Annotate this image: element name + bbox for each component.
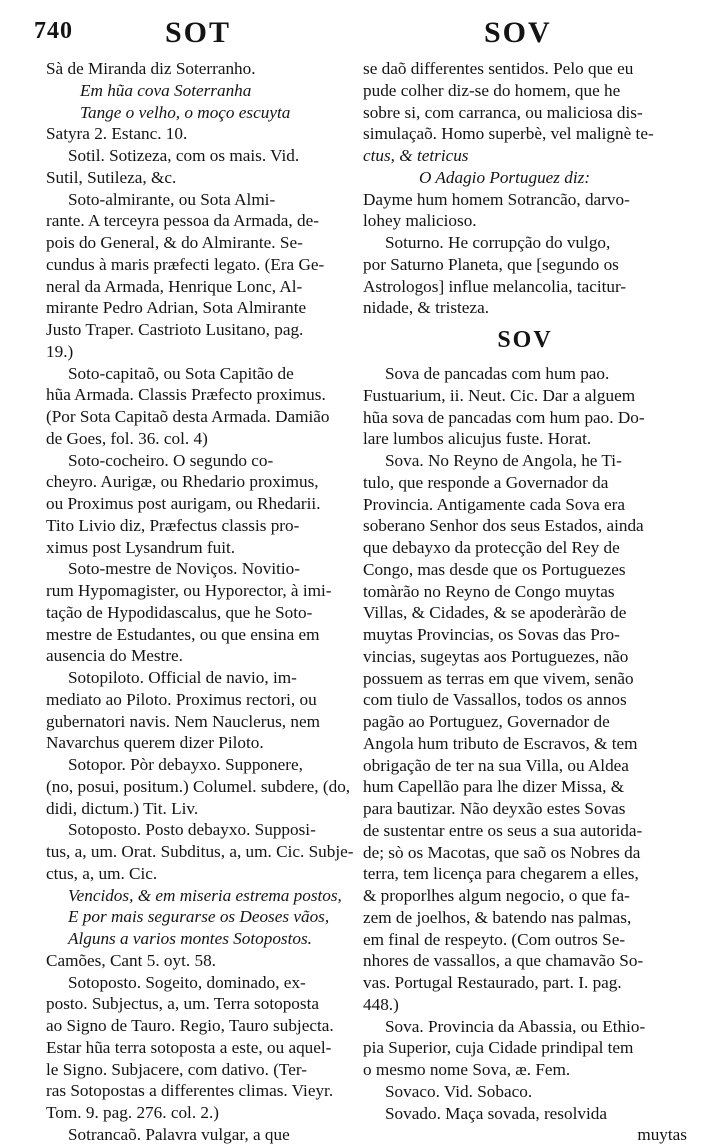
text-line: Angola hum tributo de Escravos, & tem (363, 733, 638, 753)
left-running-head: SOT (165, 16, 232, 49)
text-line: simulaçaõ. Homo superbè, vel malignè te- (363, 124, 654, 144)
entry-line: Soto-cocheiro. O segundo co- (68, 450, 274, 470)
entry-line: Soto-capitaõ, ou Sota Capitão de (68, 363, 294, 383)
verse-line: E por mais segurarse os Deoses vãos, (68, 907, 330, 927)
text-line: nidade, & tristeza. (363, 298, 489, 318)
text-line: ao Signo de Tauro. Regio, Tauro subjecta. (46, 1016, 334, 1035)
text-line: mediato ao Piloto. Proximus rectori, ou (46, 689, 317, 709)
page-number: 740 (34, 18, 73, 44)
text-line: ctus, a, um. Cic. (46, 863, 158, 883)
text-line: ausencia do Mestre. (46, 646, 183, 666)
text-line: posto. Subjectus, a, um. Terra sotoposta (46, 994, 319, 1014)
entry-line: Sotrancaõ. Palavra vulgar, a que (68, 1124, 290, 1144)
text-line: hum Capellão para lhe dizer Missa, & (363, 777, 625, 797)
entry-line: Sotopiloto. Official de navio, im- (68, 668, 297, 687)
entry-line: Sotoposto. Sogeito, dominado, ex- (68, 972, 306, 992)
text-line: o mesmo nome Sova, æ. Fem. (363, 1060, 571, 1079)
entry-line: Sotopor. Pòr debayxo. Supponere, (68, 755, 303, 774)
text-line: ras Sotopostas a differentes climas. Vieyr. (46, 1081, 334, 1101)
text-line: lohey malicioso. (363, 211, 477, 231)
text-line: Navarchus querem dizer Piloto. (46, 733, 264, 753)
text-line: Camões, Cant 5. oyt. 58. (46, 950, 216, 970)
section-heading: SOV (497, 327, 553, 353)
text-line: (no, posui, positum.) Columel. subdere, (do, (46, 776, 351, 796)
verse-line: Tange o velho, o moço escuyta (80, 102, 291, 122)
text-line: Villas, & Cidades, & se apoderàrão de (363, 603, 627, 623)
entry-line: Soturno. He corrupção do vulgo, (385, 233, 611, 252)
text-line: vincias, sugeytas aos Portuguezes, não (363, 646, 629, 666)
text-line: 448.) (363, 994, 399, 1014)
text-line: tação de Hypodidascalus, que he Soto- (46, 602, 313, 622)
text-line: pia Superior, cuja Cidade prindipal tem (363, 1038, 634, 1058)
text-line: soberano Senhor dos seus Estados, ainda (363, 516, 644, 536)
text-line: muytas Provincias, os Sovas das Pro- (363, 625, 620, 644)
text-line: com tiulo de Vassallos, todos os annos (363, 690, 627, 710)
text-line: tomàrão no Reyno de Congo muytas (363, 581, 615, 601)
text-line: cheyro. Aurigæ, ou Rhedario proximus, (46, 472, 319, 492)
entry-line: Sovaco. Vid. Sobaco. (385, 1081, 533, 1101)
text-line: Sà de Miranda diz Soterranho. (46, 59, 256, 78)
text-line: ctus, & tetricus (363, 146, 469, 165)
text-line: tulo, que responde a Governador da (363, 472, 609, 492)
entry-line: Sova de pancadas com hum pao. (385, 364, 610, 383)
text-line: mestre de Estudantes, ou que ensina em (46, 624, 320, 644)
text-line: nhores de vassallos, a que chamavão So- (363, 951, 644, 971)
text-line: possuem as terras em que vivem, senão (363, 668, 634, 688)
entry-line: Sotoposto. Posto debayxo. Supposi- (68, 820, 316, 840)
text-line: pude colher diz-se do homem, que he (363, 80, 621, 100)
text-line: tus, a, um. Orat. Subditus, a, um. Cic. Subje- (46, 842, 354, 861)
text-line: 19.) (46, 341, 74, 361)
right-column (363, 58, 687, 1146)
text-line: rum Hypomagister, ou Hyporector, à imi- (46, 581, 332, 600)
text-line: de sustentar entre os seus a sua autorida- (363, 820, 643, 840)
text-line: rante. A terceyra pessoa da Armada, de- (46, 211, 319, 231)
text-line: que debayxo da protecção del Rey de (363, 538, 620, 557)
verse-line: Vencidos, & em miseria estrema postos, (68, 885, 342, 905)
text-line: ximus post Lysandrum fuit. (46, 537, 236, 557)
text-line: Dayme hum homem Sotrancão, darvo- (363, 189, 630, 209)
text-line: Fustuarium, ii. Neut. Cic. Dar a alguem (363, 385, 636, 405)
right-running-head: SOV (484, 16, 552, 49)
text-line: Justo Traper. Castrioto Lusitano, pag. (46, 320, 304, 339)
catchword: muytas (637, 1125, 687, 1145)
text-line: Astrologos] influe melancolia, tacitur- (363, 276, 627, 296)
text-line: cundus à maris præfecti legato. (Era Ge- (46, 254, 325, 274)
text-line: hũa sova de pancadas com hum pao. Do- (363, 407, 645, 427)
text-line: sobre si, com carranca, ou maliciosa dis- (363, 102, 643, 122)
text-line: de; sò os Macotas, que saõ os Nobres da (363, 842, 641, 862)
text-line: gubernatori navis. Nem Nauclerus, nem (46, 711, 320, 731)
text-line: Provincia. Antigamente cada Sova era (363, 494, 626, 514)
entry-line: Soto-mestre de Noviços. Novitio- (68, 559, 300, 579)
text-line: Sutil, Sutileza, &c. (46, 167, 177, 187)
verse-line: Alguns a varios montes Sotopostos. (68, 929, 312, 948)
text-line: Congo, mas desde que os Portuguezes (363, 559, 626, 579)
text-line: em final de respeyto. (Com outros Se- (363, 929, 626, 949)
text-line: pois do General, & do Almirante. Se- (46, 233, 303, 252)
text-line: para bautizar. Não deyxão estes Sovas (363, 799, 626, 818)
text-line: Tito Livio diz, Præfectus classis pro- (46, 515, 300, 535)
text-line: Satyra 2. Estanc. 10. (46, 124, 188, 144)
text-line: (Por Sota Capitaõ desta Armada. Damião (46, 407, 330, 426)
entry-line: Sovado. Maça sovada, resolvida (385, 1103, 607, 1123)
entry-line: Soto-almirante, ou Sota Almi- (68, 189, 276, 209)
text-line: vas. Portugal Restaurado, part. I. pag. (363, 973, 622, 992)
text-line: & proporlhes algum negocio, o que fa- (363, 886, 630, 905)
text-line: obrigação de ter na sua Villa, ou Aldea (363, 755, 629, 775)
text-line: lare lumbos alicujus fuste. Horat. (363, 429, 592, 449)
text-line: de Goes, fol. 36. col. 4) (46, 428, 208, 448)
text-line: Tom. 9. pag. 276. col. 2.) (46, 1103, 220, 1122)
adage-line: O Adagio Portuguez diz: (419, 167, 591, 187)
text-line: Estar hũa terra sotoposta a este, ou aquel- (46, 1037, 332, 1057)
text-line: ou Proximus post aurigam, ou Rhedarii. (46, 494, 321, 513)
text-line: hũa Armada. Classis Præfecto proximus. (46, 385, 326, 405)
entry-line: Sova. No Reyno de Angola, he Ti- (385, 451, 622, 470)
text-line: por Saturno Planeta, que [segundo os (363, 254, 619, 274)
verse-line: Em hũa cova Soterranha (80, 80, 252, 100)
text-line: se daõ differentes sentidos. Pelo que eu (363, 59, 634, 78)
text-line: didi, dictum.) Tit. Liv. (46, 798, 199, 818)
text-line: zem de joelhos, & batendo nas palmas, (363, 907, 632, 927)
entry-line: Sotil. Sotizeza, com os mais. Vid. (68, 146, 300, 165)
text-line: le Signo. Subjacere, com dativo. (Ter- (46, 1059, 307, 1079)
entry-line: Sova. Provincia da Abassia, ou Ethio- (385, 1016, 646, 1036)
text-line: neral da Armada, Henrique Lonc, Al- (46, 276, 303, 296)
text-line: pagão ao Portuguez, Governador de (363, 712, 610, 731)
text-line: mirante Pedro Adrian, Sota Almirante (46, 298, 307, 318)
text-line: terra, tem licença para chegarem a elles, (363, 864, 639, 884)
left-column (46, 58, 368, 1146)
